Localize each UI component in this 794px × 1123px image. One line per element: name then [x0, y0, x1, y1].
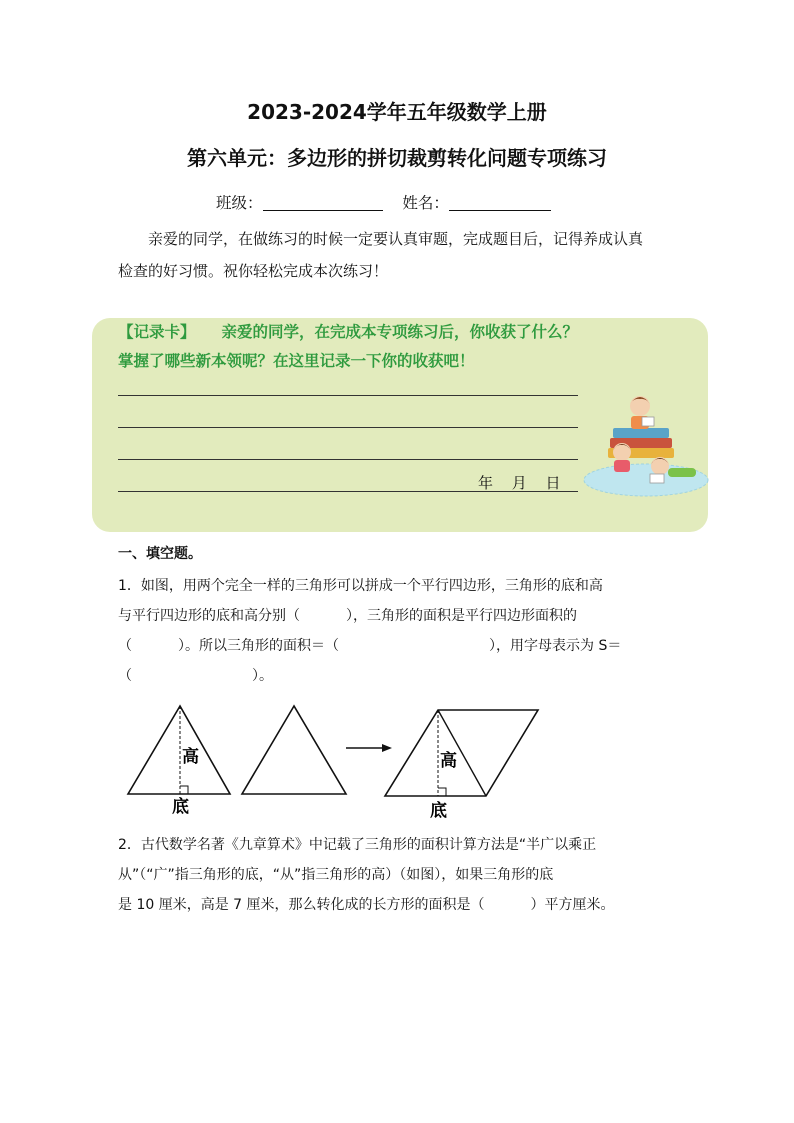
- record-card-line-2: 掌握了哪些新本领呢？在这里记录一下你的收获吧！: [118, 352, 475, 370]
- record-line[interactable]: [118, 395, 578, 396]
- student-info-row: [216, 191, 551, 213]
- record-line[interactable]: [118, 427, 578, 428]
- q1-line-2b: ），三角形的面积是平行四边形面积的: [346, 608, 577, 624]
- q1-line-3b: ）。所以三角形的面积＝（: [178, 638, 339, 654]
- question-1: [118, 571, 678, 691]
- q1-line-2a: 与平行四边形的底和高分别（: [118, 608, 300, 624]
- triangle-2: [242, 706, 346, 794]
- record-card-text: [118, 318, 688, 376]
- q1-line-3a: （: [118, 638, 132, 654]
- page-subtitle: 第六单元：多边形的拼切裁剪转化问题专项练习: [187, 146, 607, 170]
- q2-line-3a: 是 10 厘米，高是 7 厘米，那么转化成的长方形的面积是（: [118, 897, 485, 913]
- record-line[interactable]: [118, 459, 578, 460]
- class-label: 班级：: [216, 194, 263, 212]
- q2-line-3b: ）平方厘米。: [530, 897, 615, 913]
- class-field[interactable]: [263, 194, 383, 211]
- arrow-icon: [382, 744, 392, 752]
- base-label: 底: [172, 797, 189, 817]
- right-angle-mark: [438, 788, 446, 796]
- record-card-line-1: 亲爱的同学，在完成本专项练习后，你收获了什么？: [221, 323, 579, 341]
- triangle-1: [128, 706, 230, 794]
- name-field[interactable]: [449, 194, 551, 211]
- name-label: 姓名：: [402, 194, 449, 212]
- base-label: 底: [430, 801, 447, 821]
- q1-line-3c: ），用字母表示为 S＝: [489, 638, 622, 654]
- intro-line-2: 检查的好习惯。祝你轻松完成本次练习！: [118, 262, 389, 280]
- intro-paragraph: [118, 223, 680, 287]
- q1-line-1: 1．如图，用两个完全一样的三角形可以拼成一个平行四边形，三角形的底和高: [118, 578, 603, 594]
- height-label: 高: [182, 747, 199, 767]
- q2-line-2: 从”（“广”指三角形的底，“从”指三角形的高）（如图），如果三角形的底: [118, 867, 554, 883]
- triangle-figure: [118, 700, 548, 825]
- kids-reading-illustration: [580, 390, 710, 502]
- page-title: 2023-2024学年五年级数学上册: [247, 100, 547, 124]
- question-2: [118, 830, 678, 920]
- intro-line-1: 亲爱的同学，在做练习的时候一定要认真审题，完成题目后，记得养成认真: [148, 230, 644, 248]
- right-angle-mark: [180, 786, 188, 794]
- q2-line-1: 2．古代数学名著《九章算术》中记载了三角形的面积计算方法是“半广以乘正: [118, 837, 597, 853]
- q1-line-4a: （: [118, 668, 132, 684]
- record-card-tag: 【记录卡】: [118, 323, 196, 341]
- q1-line-4b: ）。: [252, 668, 273, 684]
- section-title: 一、填空题。: [118, 546, 202, 562]
- height-label: 高: [440, 751, 457, 771]
- date-row: 年 月 日: [478, 474, 561, 492]
